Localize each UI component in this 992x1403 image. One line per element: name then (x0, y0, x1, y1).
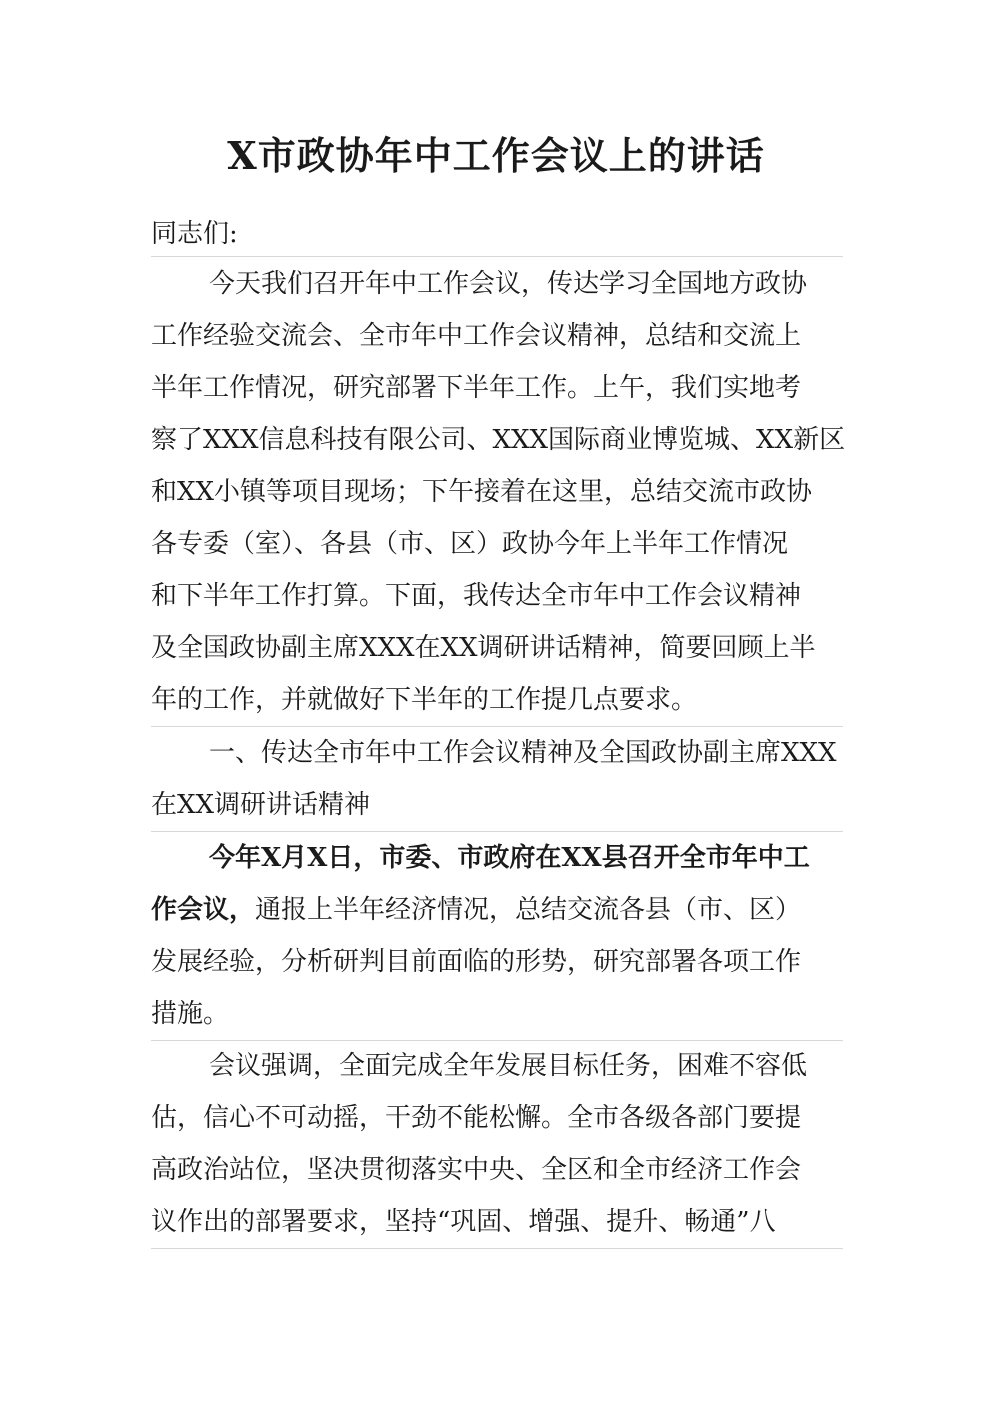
text-line: 半年工作情况，研究部署下半年工作。上午，我们实地考 (151, 373, 802, 403)
text-line (151, 884, 843, 936)
bold-text: 作会议， (151, 895, 256, 925)
text-line: 和下半年工作打算。下面，我传达全市年中工作会议精神 (151, 581, 802, 611)
text-line: 各专委（室）、各县（市、区）政协今年上半年工作情况 (151, 529, 789, 559)
text-line: 发展经验，分析研判目前面临的形势，研究部署各项工作 (151, 947, 802, 977)
text-line: 议作出的部署要求，坚持“巩固、增强、提升、畅通”八 (151, 1207, 776, 1237)
text-line: 年的工作，并就做好下半年的工作提几点要求。 (151, 685, 698, 715)
text-line: 及全国政协副主席XXX在XX调研讲话精神，简要回顾上半 (151, 633, 816, 663)
document-title: X市政协年中工作会议上的讲话 (227, 133, 765, 178)
bold-text-line: 今年X月X日，市委、市政府在XX县召开全市年中工 (209, 843, 810, 873)
heading-line: 在XX调研讲话精神 (151, 790, 371, 820)
paragraph-meeting (151, 832, 843, 1041)
text-line: 和XX小镇等项目现场；下午接着在这里，总结交流市政协 (151, 477, 813, 507)
section-heading-1 (151, 727, 843, 832)
heading-line: 一、传达全市年中工作会议精神及全国政协副主席XXX (209, 738, 837, 768)
text-line: 工作经验交流会、全市年中工作会议精神，总结和交流上 (151, 321, 802, 351)
text-line: 今天我们召开年中工作会议，传达学习全国地方政协 (209, 269, 808, 299)
text-line: 察了XXX信息科技有限公司、XXX国际商业博览城、XX新区 (151, 425, 846, 455)
text-line: 会议强调，全面完成全年发展目标任务，困难不容低 (209, 1051, 808, 1081)
text: 通报上半年经济情况，总结交流各县（市、区） (255, 895, 802, 925)
text-line: 措施。 (151, 999, 230, 1029)
text-line: 高政治站位，坚决贯彻落实中央、全区和全市经济工作会 (151, 1155, 802, 1185)
text-line: 估，信心不可动摇，干劲不能松懈。全市各级各部门要提 (151, 1103, 802, 1133)
salutation: 同志们: (151, 219, 238, 249)
divider (151, 256, 843, 257)
paragraph-emphasis (151, 1040, 843, 1249)
paragraph-intro (151, 258, 846, 727)
